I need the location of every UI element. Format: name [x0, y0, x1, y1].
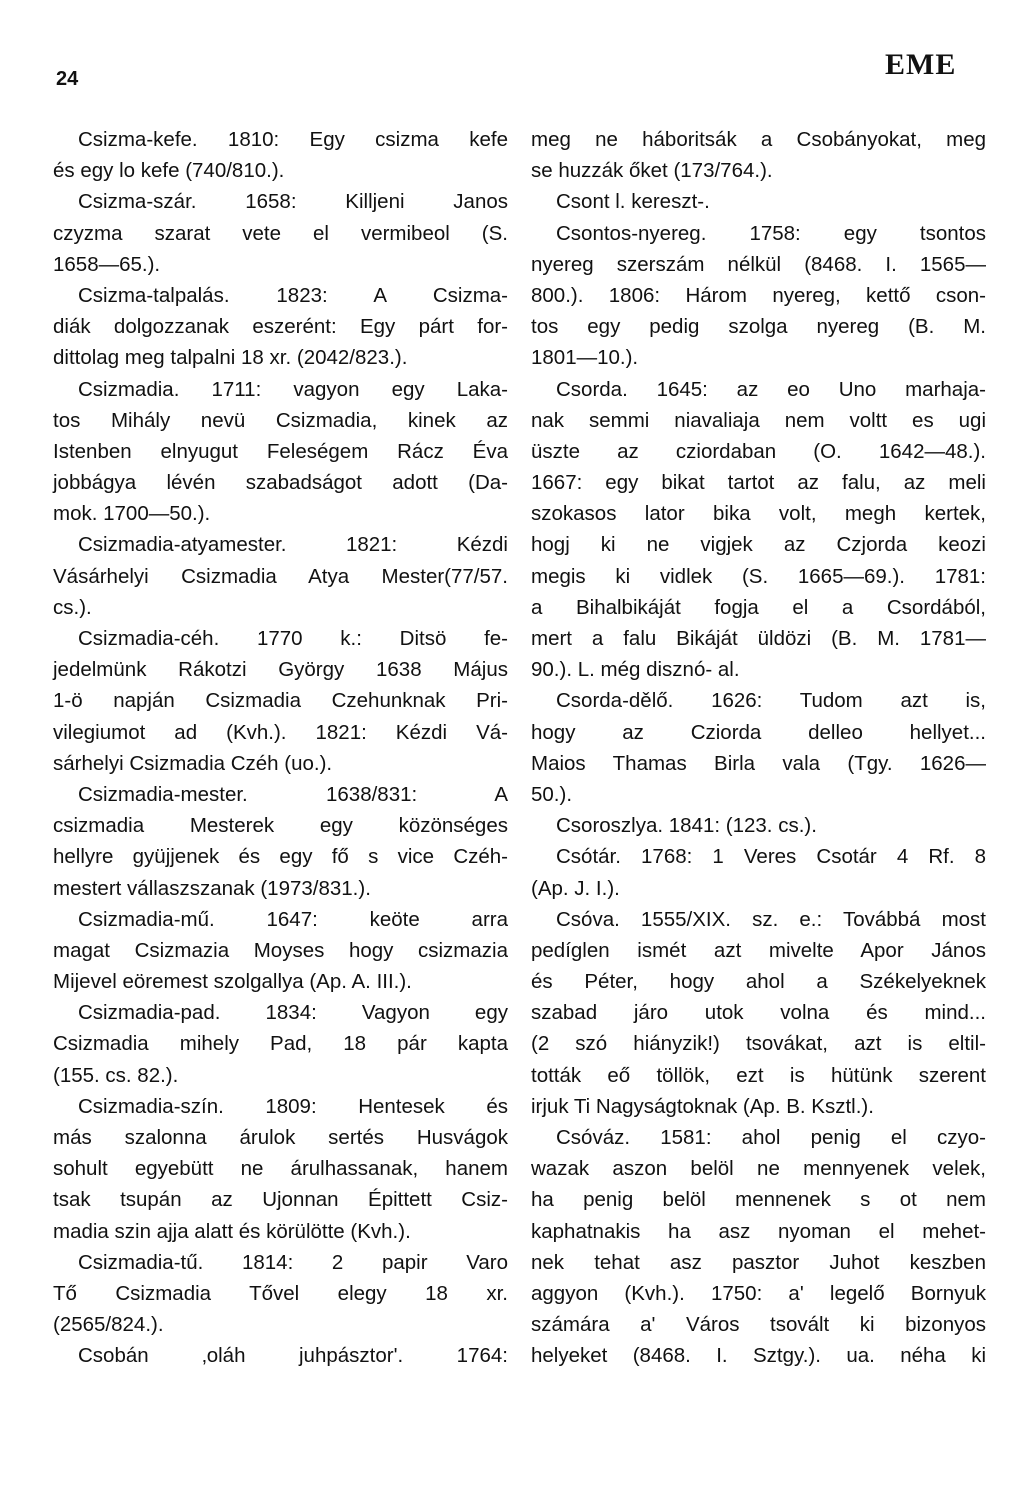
text-line: Csizma-szár. 1658: Killjeni Janos [78, 190, 508, 214]
text-line: számára a' Város tsovált ki bizonyos [531, 1313, 986, 1337]
left-column [53, 124, 508, 1372]
text-line: Csizmadia. 1711: vagyon egy Laka- [78, 377, 508, 401]
text-line: hogj ki ne vigjek az Czjorda keozi [531, 533, 986, 557]
text-line: Csobán ‚oláh juhpásztor'. 1764: [78, 1344, 508, 1368]
text-line: Csizmadia-szín. 1809: Hentesek és [78, 1094, 508, 1118]
text-line: Maios Thamas Birla vala (Tgy. 1626— [531, 751, 986, 775]
text-line: megis ki vidlek (S. 1665—69.). 1781: [531, 564, 986, 588]
text-line: szabad járo utok volna és mind... [531, 1001, 986, 1025]
text-line: Csóváz. 1581: ahol penig el czyo- [556, 1126, 986, 1149]
text-line: se huzzák őket (173/764.). [531, 159, 773, 183]
text-line: pedíglen ismét azt mivelte Apor János [531, 938, 986, 962]
running-head-logo: EME [885, 48, 957, 81]
text-line: sohult egyebütt ne árulhassanak, hanem [53, 1157, 508, 1181]
text-line: mert a falu Bikáját üldözi (B. M. 1781— [531, 627, 986, 650]
text-line: nak semmi niavaliaja nem voltt es ugi [531, 408, 986, 432]
text-line: ha penig belöl mennenek s ot nem [531, 1188, 986, 1212]
text-line: tsak tsupán az Ujonnan Épittett Csiz- [53, 1188, 508, 1212]
text-line: üszte az cziordaban (O. 1642—48.). [531, 439, 986, 463]
text-line: jedelmünk Rákotzi György 1638 Május [53, 658, 508, 682]
text-line: más szalonna árulok sertés Husvágok [53, 1126, 508, 1149]
text-line: helyeket (8468. I. Sztgy.). ua. néha ki [531, 1344, 986, 1368]
text-line: hogy az Cziorda delleo hellyet... [531, 720, 986, 744]
text-line: Csizma-kefe. 1810: Egy csizma kefe [78, 128, 508, 151]
text-line: 1801—10.). [531, 346, 639, 370]
text-line: irjuk Ti Nagyságtoknak (Ap. B. Ksztl.). [531, 1094, 874, 1118]
text-line: és egy lo kefe (740/810.). [53, 159, 285, 183]
text-line: a Bihalbikáját fogja el a Csordából, [531, 595, 986, 619]
page-number: 24 [56, 68, 79, 90]
text-line: 90.). L. még disznó- al. [531, 658, 740, 682]
text-line: 1-ö napján Csizmadia Czehunknak Pri- [53, 689, 508, 713]
text-line: dittolag meg talpalni 18 xr. (2042/823.). [53, 346, 408, 370]
text-line: (2 szó hiányzik!) tsovákat, azt is eltil- [531, 1032, 986, 1056]
text-line: sárhelyi Csizmadia Czéh (uo.). [53, 751, 333, 775]
text-line: cs.). [53, 595, 92, 619]
right-column [531, 124, 986, 1372]
text-line: mestert vállaszszanak (1973/831.). [53, 876, 371, 900]
text-line: mok. 1700—50.). [53, 502, 211, 526]
text-line: Csizmadia mihely Pad, 18 pár kapta [53, 1032, 508, 1056]
text-line: wazak aszon belöl ne mennyenek velek, [531, 1157, 986, 1181]
text-line: Csorda-dělő. 1626: Tudom azt is, [556, 689, 986, 713]
text-line: (Ap. J. I.). [531, 876, 620, 900]
text-line: Mijevel eöremest szolgallya (Ap. A. III.). [53, 970, 412, 994]
text-line: Tő Csizmadia Tővel elegy 18 xr. [53, 1281, 508, 1305]
text-line: czyzma szarat vete el vermibeol (S. [53, 221, 508, 245]
text-line: (155. cs. 82.). [53, 1063, 179, 1087]
text-line: Csizmadia-tű. 1814: 2 papir Varo [78, 1250, 508, 1274]
text-line: nek tehat asz pasztor Juhot keszben [531, 1250, 986, 1274]
text-line: madia szin ajja alatt és körülötte (Kvh.). [53, 1219, 411, 1243]
text-line: szokasos lator bika volt, megh kertek, [531, 502, 986, 526]
text-line: 50.). [531, 782, 573, 806]
text-line: Csizma-talpalás. 1823: A Csizma- [78, 283, 508, 307]
text-line: 1658—65.). [53, 252, 161, 276]
text-line: meg ne háboritsák a Csobányokat, meg [531, 128, 986, 151]
text-line: tos egy pedig szolga nyereg (B. M. [531, 315, 986, 339]
text-line: diák dolgozzanak eszerént: Egy párt for- [53, 315, 508, 339]
text-line: nyereg szerszám nélkül (8468. I. 1565— [531, 252, 986, 276]
text-line: Csizmadia-pad. 1834: Vagyon egy [78, 1001, 508, 1025]
text-line: Csizmadia-atyamester. 1821: Kézdi [78, 533, 508, 557]
text-line: magat Csizmazia Moyses hogy csizmazia [53, 938, 508, 962]
text-line: Csótár. 1768: 1 Veres Csotár 4 Rf. 8 [556, 845, 986, 869]
text-line: tos Mihály nevü Csizmadia, kinek az [53, 408, 508, 432]
text-line: (2565/824.). [53, 1313, 164, 1337]
text-line: tották eő töllök, ezt is hütünk szerent [531, 1063, 986, 1087]
text-line: 800.). 1806: Három nyereg, kettő cson- [531, 283, 986, 307]
text-line: Istenben elnyugut Feleségem Rácz Éva [53, 439, 508, 463]
text-line: és Péter, hogy ahol a Székelyeknek [531, 970, 986, 994]
text-line: Csoroszlya. 1841: (123. cs.). [556, 814, 817, 838]
text-line: Csizmadia-mester. 1638/831: A [78, 782, 508, 806]
text-line: Csontos-nyereg. 1758: egy tsontos [556, 221, 986, 245]
text-line: vilegiumot ad (Kvh.). 1821: Kézdi Vá- [53, 720, 508, 744]
text-line: Csorda. 1645: az eo Uno marhaja- [556, 377, 986, 401]
text-line: kaphatnakis ha asz nyoman el mehet- [531, 1219, 986, 1243]
text-line: Csont l. kereszt-. [556, 190, 710, 214]
text-line: Csizmadia-céh. 1770 k.: Ditsö fe- [78, 627, 508, 650]
text-line: csizmadia Mesterek egy közönséges [53, 814, 508, 838]
text-line: aggyon (Kvh.). 1750: a' legelő Bornyuk [531, 1281, 986, 1305]
text-line: Csizmadia-mű. 1647: keöte arra [78, 907, 508, 931]
text-line: 1667: egy bikat tartot az falu, az meli [531, 471, 986, 495]
text-line: jobbágya lévén szabadságot adott (Da- [53, 471, 508, 495]
text-line: hellyre gyüjjenek és egy fő s vice Czéh- [53, 845, 508, 869]
text-line: Csóva. 1555/XIX. sz. e.: Továbbá most [556, 907, 986, 931]
page-header [0, 40, 1024, 90]
text-line: Vásárhelyi Csizmadia Atya Mester(77/57. [53, 564, 508, 588]
